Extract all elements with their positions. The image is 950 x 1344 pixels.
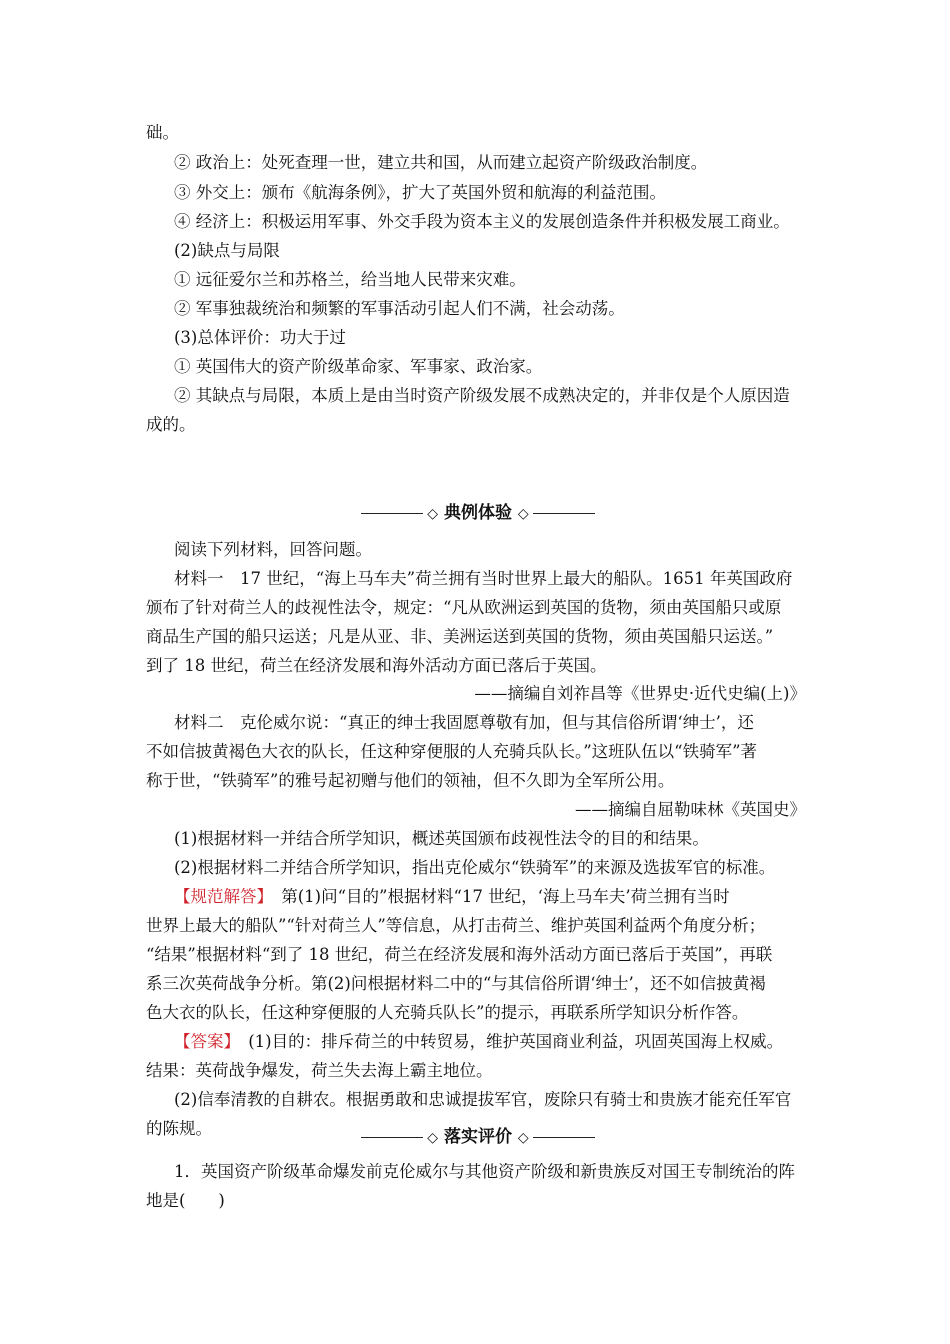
- guide-line: [174, 886, 810, 908]
- guide-line: “结果”根据材料“到了 18 世纪，荷兰在经济发展和海外活动方面已落后于英国”，再联: [146, 945, 773, 964]
- material-one-line: 到了 18 世纪，荷兰在经济发展和海外活动方面已落后于英国。: [146, 656, 607, 675]
- material-two-source: ——摘编自屈勒味林《英国史》: [575, 800, 806, 819]
- subheading-limitations: (2)缺点与局限: [174, 241, 280, 260]
- material-two-line: 不如信披黄褐色大衣的队长，任这种穿便服的人充骑兵队长。”这班队伍以“铁骑军”著: [146, 742, 758, 761]
- practice-question: 地是( ): [146, 1191, 225, 1210]
- material-one-line: 材料一 17 世纪，“海上马车夫”荷兰拥有当时世界上最大的船队。1651 年英国政府: [174, 569, 793, 588]
- evaluation-point: ① 英国伟大的资产阶级革命家、军事家、政治家。: [174, 357, 543, 376]
- instruction: 阅读下列材料，回答问题。: [174, 540, 372, 559]
- guide-line: 色大衣的队长，任这种穿便服的人充骑兵队长”的提示，再联系所学知识分析作答。: [146, 1003, 749, 1022]
- material-one-source: ——摘编自刘祚昌等《世界史·近代史编(上)》: [474, 684, 806, 703]
- politics-point: ② 政治上：处死查理一世，建立共和国，从而建立起资产阶级政治制度。: [174, 153, 708, 172]
- guide-tag: 【规范解答】: [174, 887, 265, 906]
- limitation-point: ② 军事独裁统治和频繁的军事活动引起人们不满，社会动荡。: [174, 299, 625, 318]
- material-one-line: 商品生产国的船只运送；凡是从亚、非、美洲运送到英国的货物，须由英国船只运送。”: [146, 627, 774, 646]
- guide-text: 第(1)问“目的”根据材料“17 世纪，‘海上马车夫’荷兰拥有当时: [264, 887, 730, 906]
- answer-line: [174, 1031, 810, 1053]
- material-one-line: 颁布了针对荷兰人的歧视性法令，规定：“凡从欧洲运到英国的货物，须由英国船只或原: [146, 598, 782, 617]
- diamond-icon: ◇: [517, 1130, 529, 1146]
- answer-text: (1)目的：排斥荷兰的中转贸易，维护英国商业利益，巩固英国海上权威。: [231, 1032, 784, 1051]
- heading-rule-left: [361, 513, 423, 514]
- heading-rule-right: [533, 1137, 595, 1138]
- economy-point: ④ 经济上：积极运用军事、外交手段为资本主义的发展创造条件并积极发展工商业。: [174, 212, 790, 231]
- section-heading-label: 典例体验: [444, 503, 512, 523]
- answer-tag: 【答案】: [174, 1032, 232, 1051]
- question-line: (2)根据材料二并结合所学知识，指出克伦威尔“铁骑军”的来源及选拔军官的标准。: [174, 858, 776, 877]
- diamond-icon: ◇: [427, 1130, 439, 1146]
- limitation-point: ① 远征爱尔兰和苏格兰，给当地人民带来灾难。: [174, 270, 526, 289]
- section-heading-example: [146, 501, 810, 526]
- diamond-icon: ◇: [517, 506, 529, 522]
- answer-line: (2)信奉清教的自耕农。根据勇敢和忠诚提拔军官，废除只有骑士和贵族才能充任军官: [174, 1090, 792, 1109]
- answer-line: 结果：英荷战争爆发，荷兰失去海上霸主地位。: [146, 1061, 493, 1080]
- heading-rule-left: [361, 1137, 423, 1138]
- material-two-line: 材料二 克伦威尔说：“真正的绅士我固愿尊敬有加，但与其信俗所谓‘绅士’，还: [174, 713, 754, 732]
- text-line: 础。: [146, 123, 179, 142]
- subheading-evaluation: (3)总体评价：功大于过: [174, 328, 346, 347]
- heading-rule-right: [533, 513, 595, 514]
- section-heading-label: 落实评价: [444, 1127, 512, 1147]
- question-line: (1)根据材料一并结合所学知识，概述英国颁布歧视性法令的目的和结果。: [174, 829, 709, 848]
- answer-line: 的陈规。: [146, 1119, 212, 1138]
- text-line: 成的。: [146, 415, 196, 434]
- diamond-icon: ◇: [427, 506, 439, 522]
- section-heading-practice: [146, 1125, 810, 1150]
- practice-question: 1．英国资产阶级革命爆发前克伦威尔与其他资产阶级和新贵族反对国王专制统治的阵: [174, 1162, 795, 1181]
- guide-line: 世界上最大的船队”“针对荷兰人”等信息，从打击荷兰、维护英国利益两个角度分析；: [146, 916, 766, 935]
- diplomacy-point: ③ 外交上：颁布《航海条例》，扩大了英国外贸和航海的利益范围。: [174, 183, 666, 202]
- material-two-line: 称于世，“铁骑军”的雅号起初赠与他们的领袖，但不久即为全军所公用。: [146, 771, 675, 790]
- evaluation-point: ② 其缺点与局限，本质上是由当时资产阶级发展不成熟决定的，并非仅是个人原因造: [174, 386, 790, 405]
- guide-line: 系三次英荷战争分析。第(2)问根据材料二中的“与其信俗所谓‘绅士’，还不如信披黄褐: [146, 974, 766, 993]
